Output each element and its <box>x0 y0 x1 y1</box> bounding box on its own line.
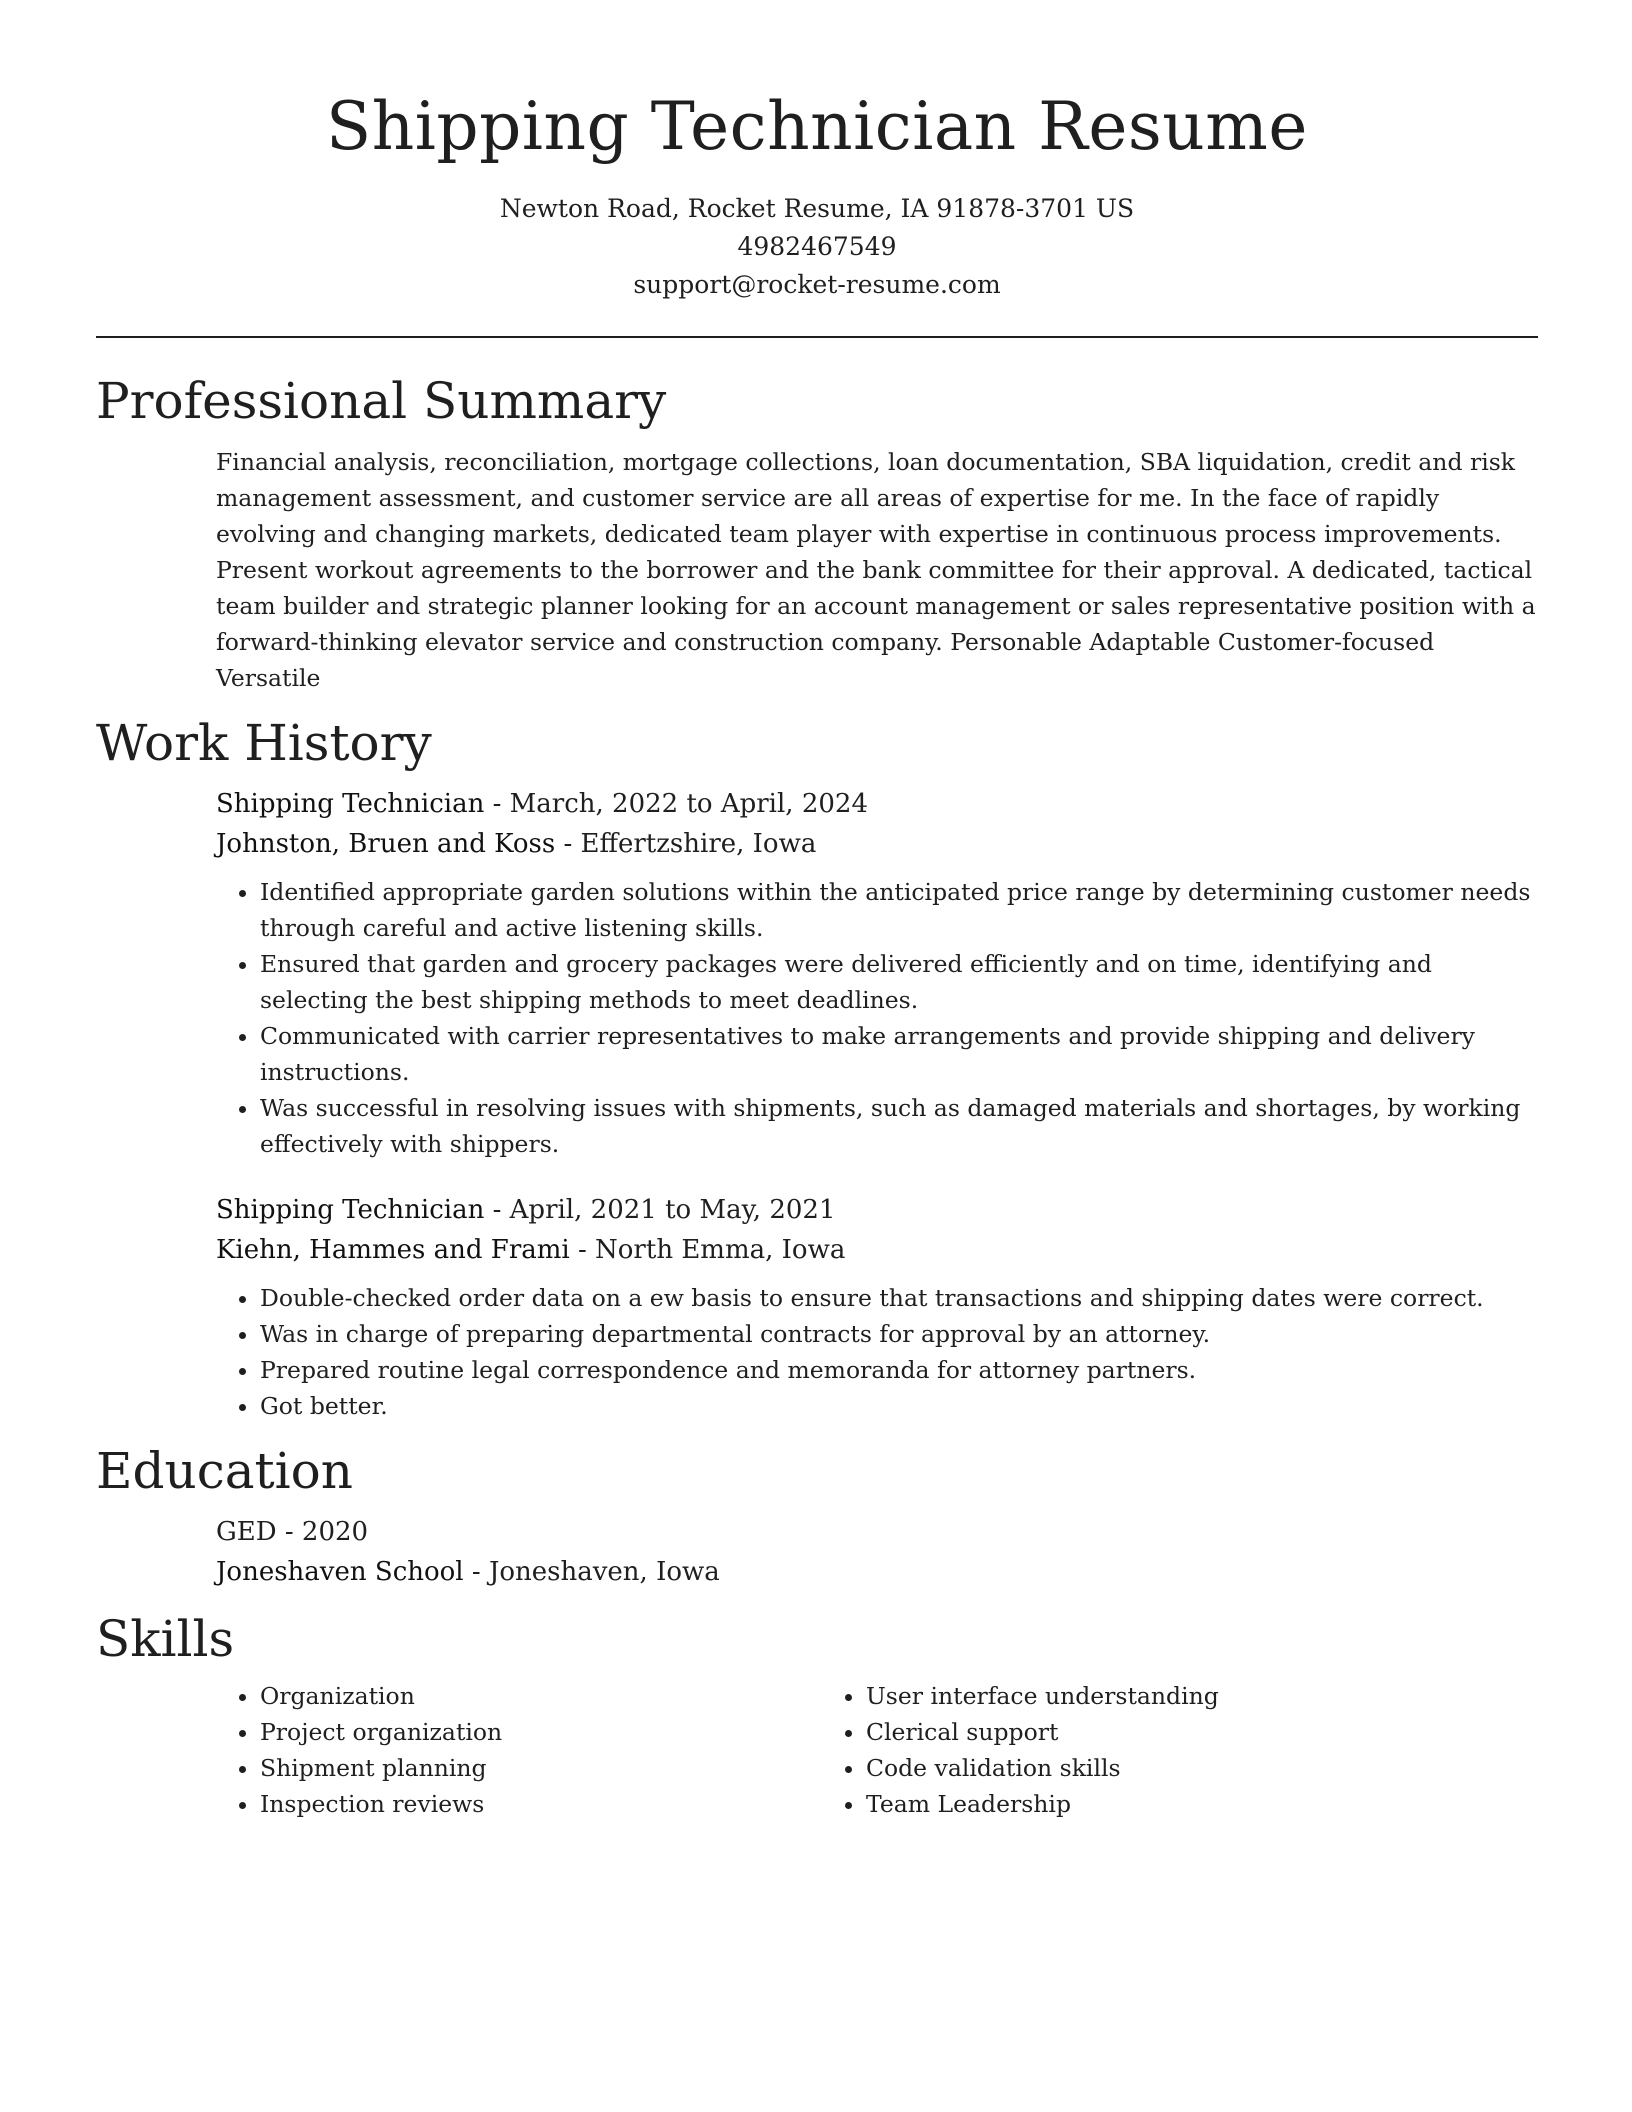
skill-item: • Shipment planning <box>260 1750 822 1786</box>
job-title-line <box>216 1190 1538 1230</box>
skill-item: • Clerical support <box>866 1714 1428 1750</box>
job-bullet: • Prepared routine legal correspondence and memoranda for attorney partners. <box>260 1352 1538 1388</box>
skill-item: • Team Leadership <box>866 1786 1428 1822</box>
education-section <box>96 1438 1538 1592</box>
resume-header <box>96 0 1538 304</box>
contact-block <box>96 190 1538 304</box>
skills-heading: Skills <box>96 1610 235 1668</box>
job-bullet: • Got better. <box>260 1388 1538 1424</box>
degree-line: GED - 2020 <box>216 1517 369 1547</box>
school-line <box>216 1552 1538 1592</box>
job-company: Johnston, Bruen and Koss <box>216 829 556 859</box>
job-bullet: • Communicated with carrier representatives to make arrangements and provide shipping and delivery instructions. <box>260 1018 1538 1090</box>
job-bullets <box>216 874 1538 1162</box>
job-title-line <box>216 784 1538 824</box>
job-company-line <box>216 1230 1538 1270</box>
job-entry <box>216 1190 1538 1424</box>
skill-item: • Inspection reviews <box>260 1786 822 1822</box>
summary-section <box>96 368 1538 696</box>
job-bullet: • Double-checked order data on a ew basis to ensure that transactions and shipping dates were correct. <box>260 1280 1538 1316</box>
skill-item: • Code validation skills <box>866 1750 1428 1786</box>
job-bullet: • Was successful in resolving issues with shipments, such as damaged materials and shortages, by working effectively with shippers. <box>260 1090 1538 1162</box>
skill-item: • Project organization <box>260 1714 822 1750</box>
skills-grid <box>216 1678 1538 1822</box>
job-company: Kiehn, Hammes and Frami <box>216 1235 570 1265</box>
resume-title: Shipping Technician Resume <box>326 88 1308 165</box>
contact-address: Newton Road, Rocket Resume, IA 91878-3701 US <box>499 194 1135 223</box>
school-name: Joneshaven School <box>216 1557 464 1587</box>
job-bullet: • Identified appropriate garden solutions within the anticipated price range by determining customer needs through careful and active listening skills. <box>260 874 1538 946</box>
skills-section <box>96 1606 1538 1822</box>
job-dates: - March, 2022 to April, 2024 <box>484 789 869 819</box>
education-heading: Education <box>96 1442 353 1500</box>
job-entry <box>216 784 1538 1162</box>
header-divider <box>96 336 1538 338</box>
contact-phone: 4982467549 <box>737 232 897 261</box>
job-location: - Effertzshire, Iowa <box>555 829 817 859</box>
skills-column-right <box>822 1678 1428 1822</box>
job-location: - North Emma, Iowa <box>569 1235 846 1265</box>
summary-text: Financial analysis, reconciliation, mortgage collections, loan documentation, SBA liquidation, credit and risk management assessment, and customer service are all areas of expertise for me. In the face of rapidly evolving and changing markets, dedicated team player with expertise in continuous process improvements. Present workout agreements to the borrower and the bank committee for their approval. A dedicated, tactical team builder and strategic planner looking for an account management or sales representative position with a forward-thinking elevator service and construction company. Personable Adaptable Customer-focused Versatile <box>216 448 1536 692</box>
job-bullet: • Was in charge of preparing departmental contracts for approval by an attorney. <box>260 1316 1538 1352</box>
contact-email: support@rocket-resume.com <box>633 270 1001 299</box>
job-dates: - April, 2021 to May, 2021 <box>484 1195 836 1225</box>
school-location: - Joneshaven, Iowa <box>463 1557 720 1587</box>
skills-column-left <box>216 1678 822 1822</box>
job-bullet: • Ensured that garden and grocery packages were delivered efficiently and on time, identifying and selecting the best shipping methods to meet deadlines. <box>260 946 1538 1018</box>
resume-page <box>96 0 1538 1822</box>
skill-item: • User interface understanding <box>866 1678 1428 1714</box>
job-company-line <box>216 824 1538 864</box>
skill-item: • Organization <box>260 1678 822 1714</box>
summary-heading: Professional Summary <box>96 372 667 430</box>
job-title: Shipping Technician <box>216 1195 485 1225</box>
job-title: Shipping Technician <box>216 789 485 819</box>
work-history-section <box>96 710 1538 1424</box>
job-bullets <box>216 1280 1538 1424</box>
work-history-heading: Work History <box>96 714 432 772</box>
